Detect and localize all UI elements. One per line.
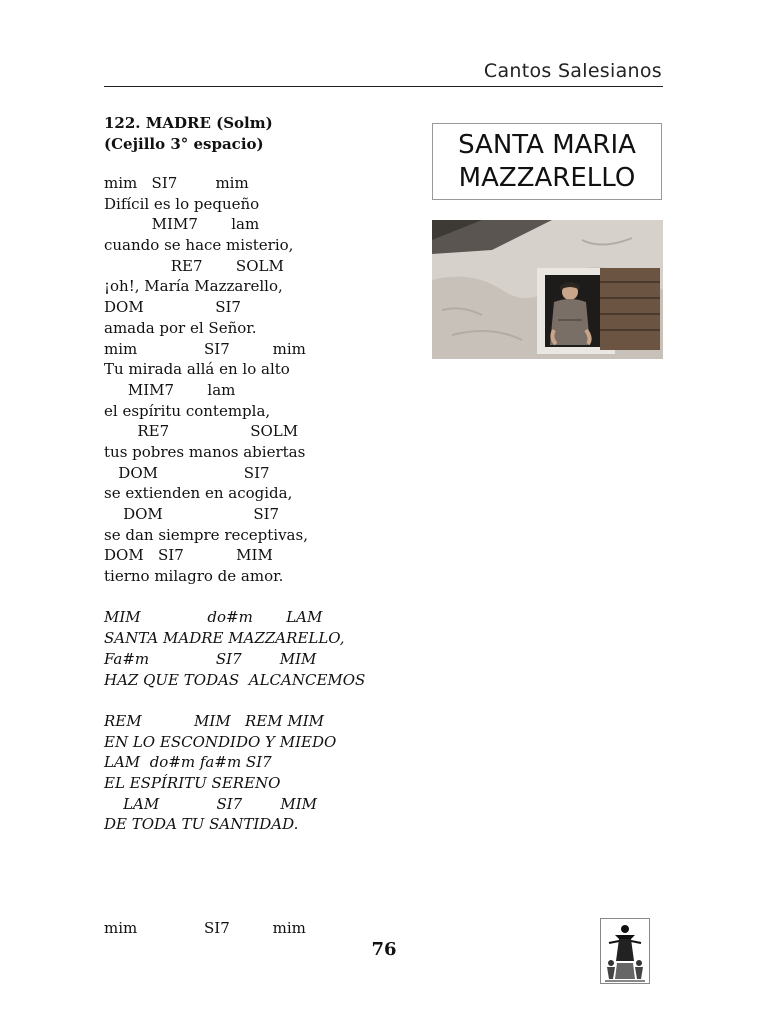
chord-line: DOM SI7 MIM [104, 546, 273, 565]
chord-line: LAM SI7 MIM [104, 794, 317, 813]
chord-line: DOM SI7 [104, 298, 241, 317]
woman-at-window-photo [432, 220, 663, 359]
song-lyrics [104, 173, 434, 938]
chord-line: REM MIM REM MIM [104, 711, 325, 730]
chorus-block [104, 607, 434, 690]
chord-line: mim SI7 mim [104, 918, 306, 937]
lyric-line: Difícil es lo pequeño [104, 194, 260, 213]
lyric-line: EL ESPÍRITU SERENO [104, 773, 281, 792]
lyric-line: HAZ QUE TODAS ALCANCEMOS [104, 670, 366, 689]
stanza-gap [104, 587, 434, 608]
chord-line: LAM do#m fa#m SI7 [104, 753, 272, 772]
lyric-line: tierno milagro de amor. [104, 567, 284, 586]
salesian-emblem-logo [600, 918, 650, 984]
lyric-line: tus pobres manos abiertas [104, 442, 306, 461]
saint-title: SANTA MARIA MAZZARELLO [458, 129, 636, 193]
chord-line: MIM7 lam [104, 380, 236, 399]
lyric-line: se extienden en acogida, [104, 484, 293, 503]
lyric-line: EN LO ESCONDIDO Y MIEDO [104, 732, 337, 751]
lyric-line: Tu mirada allá en lo alto [104, 360, 290, 379]
lyric-line: se dan siempre receptivas, [104, 525, 308, 544]
stanza-gap [104, 835, 434, 856]
song-title-line: 122. MADRE (Solm) [104, 114, 273, 132]
chord-line: mim SI7 mim [104, 339, 306, 358]
lyric-line: SANTA MADRE MAZZARELLO, [104, 629, 345, 648]
lyric-line: cuando se hace misterio, [104, 236, 294, 255]
chord-line: DOM SI7 [104, 505, 280, 523]
chord-line: MIM7 lam [104, 215, 260, 234]
chord-line: DOM SI7 [104, 463, 270, 482]
chord-line: Fa#m SI7 MIM [104, 649, 317, 668]
song-subtitle-line: (Cejillo 3° espacio) [104, 135, 264, 153]
bridge-block [104, 711, 434, 835]
header-title: Cantos Salesianos [483, 60, 662, 82]
page-number: 76 [371, 939, 397, 960]
stanza-gap [104, 690, 434, 711]
stanza-gap [104, 856, 434, 877]
verse-block [104, 173, 434, 587]
lyric-line: DE TODA TU SANTIDAD. [104, 815, 299, 834]
lyric-line: amada por el Señor. [104, 318, 257, 337]
lyric-line: el espíritu contempla, [104, 401, 271, 420]
chord-line: MIM do#m LAM [104, 608, 323, 627]
chord-line: RE7 SOLM [104, 256, 284, 275]
header-divider [104, 86, 663, 87]
stanza-gap [104, 897, 434, 918]
lyric-line: ¡oh!, María Mazzarello, [104, 277, 283, 296]
saint-title-box [432, 123, 662, 200]
stanza-gap [104, 876, 434, 897]
chord-line: RE7 SOLM [104, 422, 299, 441]
chord-line: mim SI7 mim [104, 174, 249, 192]
song-title [104, 113, 273, 155]
